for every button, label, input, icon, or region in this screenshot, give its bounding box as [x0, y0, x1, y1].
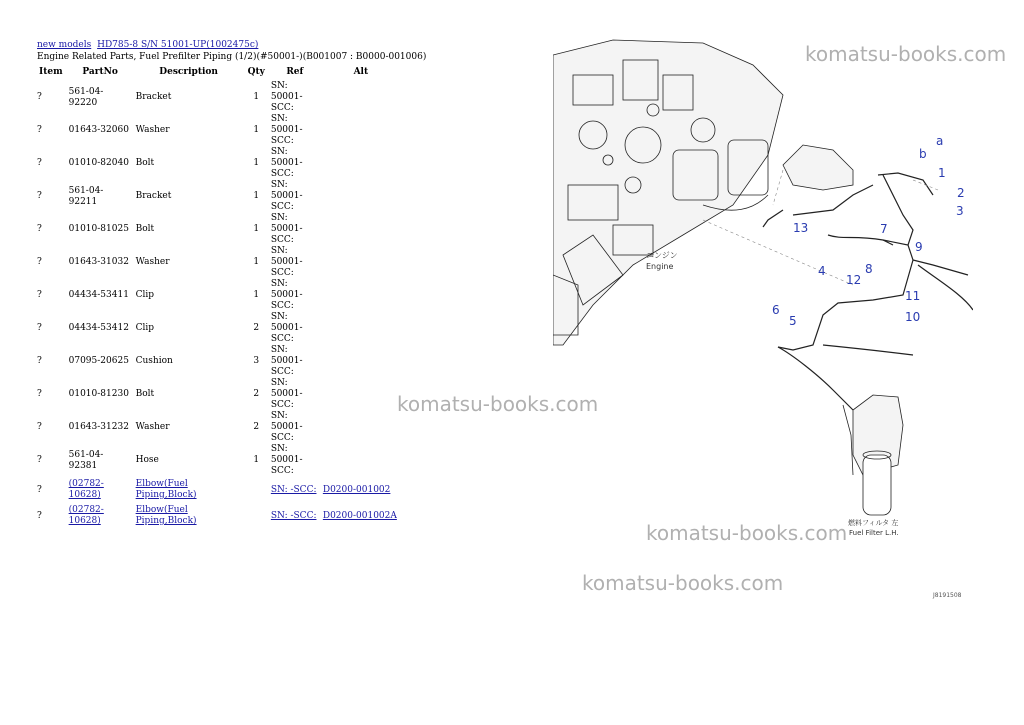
row-partno[interactable]: (02782-10628): [68, 479, 104, 500]
row-qty-cell: [244, 503, 269, 529]
callout-13[interactable]: 13: [793, 221, 809, 235]
row-description: Washer: [135, 257, 170, 267]
row-partno-cell: [67, 213, 134, 246]
row-qty-cell: [244, 411, 269, 444]
engine-illustration: [553, 40, 853, 345]
row-ref-cell: [269, 444, 321, 477]
row-partno-cell: [67, 180, 134, 213]
breadcrumb: [37, 40, 261, 50]
row-description-cell: [134, 378, 244, 411]
header-description: Description: [159, 67, 218, 77]
table-row: [35, 180, 401, 213]
row-description: Bolt: [135, 389, 155, 399]
row-partno-cell: [67, 444, 134, 477]
row-item-cell: [35, 147, 67, 180]
row-description: Bolt: [135, 224, 155, 234]
watermark: komatsu-books.com: [805, 42, 1007, 66]
row-qty-cell: [244, 378, 269, 411]
row-alt-cell: [321, 114, 401, 147]
row-description: Washer: [135, 422, 170, 432]
row-partno: 01643-31232: [68, 422, 129, 432]
row-description[interactable]: Elbow(Fuel Piping,Block): [135, 479, 197, 500]
row-qty-cell: [244, 345, 269, 378]
row-partno-cell: [67, 147, 134, 180]
row-ref-cell: [269, 213, 321, 246]
row-item: ?: [37, 92, 42, 102]
table-row: [35, 444, 401, 477]
engine-label-jp: エンジン: [646, 251, 678, 260]
row-qty-cell: [244, 246, 269, 279]
row-item: ?: [37, 224, 42, 234]
row-ref: SN: 50001-SCC:: [270, 81, 303, 113]
row-ref: SN: 50001-SCC:: [270, 180, 303, 212]
watermark: komatsu-books.com: [397, 392, 599, 416]
row-item-cell: [35, 411, 67, 444]
row-qty-cell: [244, 147, 269, 180]
row-alt-cell: [321, 312, 401, 345]
callout-3[interactable]: 3: [956, 204, 964, 218]
row-ref-cell: [269, 503, 321, 529]
row-qty: 1: [253, 257, 260, 267]
table-row: [35, 503, 401, 529]
row-partno: 561-04-92220: [68, 86, 104, 108]
filter-label-jp: 燃料フィルタ 左: [848, 519, 899, 527]
row-item: ?: [37, 191, 42, 201]
callout-9[interactable]: 9: [915, 240, 923, 254]
row-description: Bolt: [135, 158, 155, 168]
row-alt-cell: [321, 81, 401, 114]
row-item-cell: [35, 81, 67, 114]
row-ref: SN: 50001-SCC:: [270, 213, 303, 245]
parts-table: [35, 66, 401, 529]
row-alt-cell: [321, 477, 401, 503]
row-partno-cell: [67, 114, 134, 147]
row-description-cell: [134, 180, 244, 213]
row-ref: SN: 50001-SCC:: [270, 114, 303, 146]
row-description: Clip: [135, 290, 155, 300]
row-qty-cell: [244, 477, 269, 503]
callout-8[interactable]: 8: [865, 262, 873, 276]
watermark: komatsu-books.com: [646, 521, 848, 545]
row-ref-cell: [269, 81, 321, 114]
parts-diagram: [553, 35, 973, 605]
header-ref: Ref: [286, 67, 304, 77]
row-qty: 1: [253, 92, 260, 102]
row-item-cell: [35, 279, 67, 312]
table-row: [35, 246, 401, 279]
row-ref-cell: [269, 246, 321, 279]
row-qty: 2: [253, 389, 260, 399]
row-qty: 1: [253, 125, 260, 135]
row-item: ?: [37, 158, 42, 168]
row-qty-cell: [244, 81, 269, 114]
row-description[interactable]: Elbow(Fuel Piping,Block): [135, 505, 197, 526]
row-partno-cell: [67, 246, 134, 279]
row-partno: 04434-53412: [68, 323, 129, 333]
callout-7[interactable]: 7: [880, 222, 888, 236]
row-item-cell: [35, 477, 67, 503]
filter-illustration: [843, 395, 903, 515]
table-row: [35, 279, 401, 312]
row-item-cell: [35, 312, 67, 345]
row-description: Clip: [135, 323, 155, 333]
row-ref: SN: 50001-SCC:: [270, 312, 303, 344]
table-row: [35, 411, 401, 444]
page-title: Engine Related Parts, Fuel Prefilter Piping (1/2)(#50001-)(B001007 : B0000-001006): [37, 52, 427, 62]
row-alt[interactable]: D0200-001002A: [322, 510, 397, 521]
row-qty-cell: [244, 312, 269, 345]
row-item: ?: [37, 323, 42, 333]
row-qty: 2: [253, 323, 260, 333]
row-partno-cell: [67, 279, 134, 312]
row-qty-cell: [244, 213, 269, 246]
row-ref-cell: [269, 411, 321, 444]
callout-5[interactable]: 5: [789, 314, 797, 328]
row-ref-cell: [269, 312, 321, 345]
table-row: [35, 312, 401, 345]
row-alt-cell: [321, 444, 401, 477]
row-item: ?: [37, 356, 42, 366]
row-item-cell: [35, 213, 67, 246]
row-qty-cell: [244, 114, 269, 147]
row-description-cell: [134, 213, 244, 246]
row-description: Cushion: [135, 356, 173, 366]
row-partno-cell: [67, 312, 134, 345]
callout-4[interactable]: 4: [818, 264, 826, 278]
row-ref-cell: [269, 279, 321, 312]
row-item: ?: [37, 389, 42, 399]
row-description: Bracket: [135, 92, 172, 102]
row-description-cell: [134, 312, 244, 345]
row-ref-cell: [269, 147, 321, 180]
row-ref: SN: 50001-SCC:: [270, 444, 303, 476]
watermark: komatsu-books.com: [582, 571, 784, 595]
row-alt-cell: [321, 279, 401, 312]
row-alt-cell: [321, 180, 401, 213]
row-ref-cell: [269, 477, 321, 503]
row-qty-cell: [244, 180, 269, 213]
table-row: [35, 345, 401, 378]
row-item-cell: [35, 345, 67, 378]
row-description: Hose: [135, 455, 159, 465]
row-item-cell: [35, 114, 67, 147]
row-qty-cell: [244, 444, 269, 477]
row-ref: SN: 50001-SCC:: [270, 246, 303, 278]
row-alt-cell: [321, 411, 401, 444]
row-alt-cell: [321, 345, 401, 378]
row-partno-cell: [67, 503, 134, 529]
row-qty-cell: [244, 279, 269, 312]
callout-11[interactable]: 11: [905, 289, 921, 303]
row-alt[interactable]: D0200-001002: [322, 484, 391, 495]
row-qty: 1: [253, 455, 260, 465]
callout-12[interactable]: 12: [846, 273, 862, 287]
row-item-cell: [35, 444, 67, 477]
row-partno-cell: [67, 378, 134, 411]
row-alt-cell: [321, 246, 401, 279]
header-item: Item: [39, 67, 63, 77]
table-header-row: [35, 66, 401, 81]
row-alt-cell: [321, 503, 401, 529]
callout-2[interactable]: 2: [957, 186, 965, 200]
row-alt-cell: [321, 147, 401, 180]
row-partno[interactable]: (02782-10628): [68, 505, 104, 526]
row-item: ?: [37, 125, 42, 135]
header-partno: PartNo: [82, 67, 118, 77]
row-partno: 01643-31032: [68, 257, 129, 267]
table-row: [35, 147, 401, 180]
header-qty: Qty: [247, 67, 265, 77]
row-partno: 01010-81025: [68, 224, 129, 234]
row-item: ?: [37, 290, 42, 300]
filter-label: Fuel Filter L.H.: [849, 529, 899, 537]
row-partno: 07095-20625: [68, 356, 129, 366]
row-partno: 561-04-92381: [68, 449, 104, 471]
row-partno: 01010-82040: [68, 158, 129, 168]
row-description-cell: [134, 81, 244, 114]
row-partno-cell: [67, 477, 134, 503]
row-item: ?: [37, 484, 42, 495]
breadcrumb-model-link[interactable]: HD785-8 S/N 51001-UP(1002475c): [97, 40, 259, 50]
row-item: ?: [37, 422, 42, 432]
row-qty: 1: [253, 290, 260, 300]
row-partno-cell: [67, 345, 134, 378]
row-ref: SN: 50001-SCC:: [270, 411, 303, 443]
row-description-cell: [134, 477, 244, 503]
row-qty: 1: [253, 191, 260, 201]
row-description-cell: [134, 444, 244, 477]
table-row: [35, 114, 401, 147]
row-ref: SN: 50001-SCC:: [270, 279, 303, 311]
row-description-cell: [134, 246, 244, 279]
fuel-piping: [763, 173, 973, 410]
engine-label: Engine: [646, 262, 674, 271]
row-alt-cell: [321, 213, 401, 246]
row-partno: 561-04-92211: [68, 185, 104, 207]
row-ref-cell: [269, 114, 321, 147]
row-description-cell: [134, 411, 244, 444]
row-partno: 01010-81230: [68, 389, 129, 399]
row-partno-cell: [67, 81, 134, 114]
row-ref-cell: [269, 345, 321, 378]
row-item: ?: [37, 455, 42, 465]
drawing-number: J8191508: [933, 592, 962, 599]
table-row: [35, 213, 401, 246]
header-alt: Alt: [353, 67, 369, 77]
row-item: ?: [37, 510, 42, 521]
row-item-cell: [35, 246, 67, 279]
row-qty: 3: [253, 356, 260, 366]
callout-10[interactable]: 10: [905, 310, 921, 324]
row-item-cell: [35, 180, 67, 213]
row-alt-cell: [321, 378, 401, 411]
row-item: ?: [37, 257, 42, 267]
row-partno: 01643-32060: [68, 125, 129, 135]
row-item-cell: [35, 378, 67, 411]
row-ref-cell: [269, 180, 321, 213]
row-description: Bracket: [135, 191, 172, 201]
row-ref[interactable]: SN: -SCC:: [270, 510, 317, 521]
row-item-cell: [35, 503, 67, 529]
row-ref[interactable]: SN: -SCC:: [270, 484, 317, 495]
row-description-cell: [134, 147, 244, 180]
breadcrumb-home-link[interactable]: new models: [37, 40, 92, 50]
table-row: [35, 477, 401, 503]
callout-6[interactable]: 6: [772, 303, 780, 317]
row-partno: 04434-53411: [68, 290, 129, 300]
row-ref-cell: [269, 378, 321, 411]
row-description-cell: [134, 114, 244, 147]
row-qty: 1: [253, 224, 260, 234]
table-row: [35, 81, 401, 114]
row-ref: SN: 50001-SCC:: [270, 147, 303, 179]
row-qty: 1: [253, 158, 260, 168]
row-partno-cell: [67, 411, 134, 444]
callout-a[interactable]: a: [936, 134, 944, 148]
row-ref: SN: 50001-SCC:: [270, 378, 303, 410]
row-description: Washer: [135, 125, 170, 135]
callout-b[interactable]: b: [919, 147, 927, 161]
row-description-cell: [134, 345, 244, 378]
row-description-cell: [134, 279, 244, 312]
row-description-cell: [134, 503, 244, 529]
callout-1[interactable]: 1: [938, 166, 946, 180]
table-row: [35, 378, 401, 411]
row-ref: SN: 50001-SCC:: [270, 345, 303, 377]
row-qty: 2: [253, 422, 260, 432]
